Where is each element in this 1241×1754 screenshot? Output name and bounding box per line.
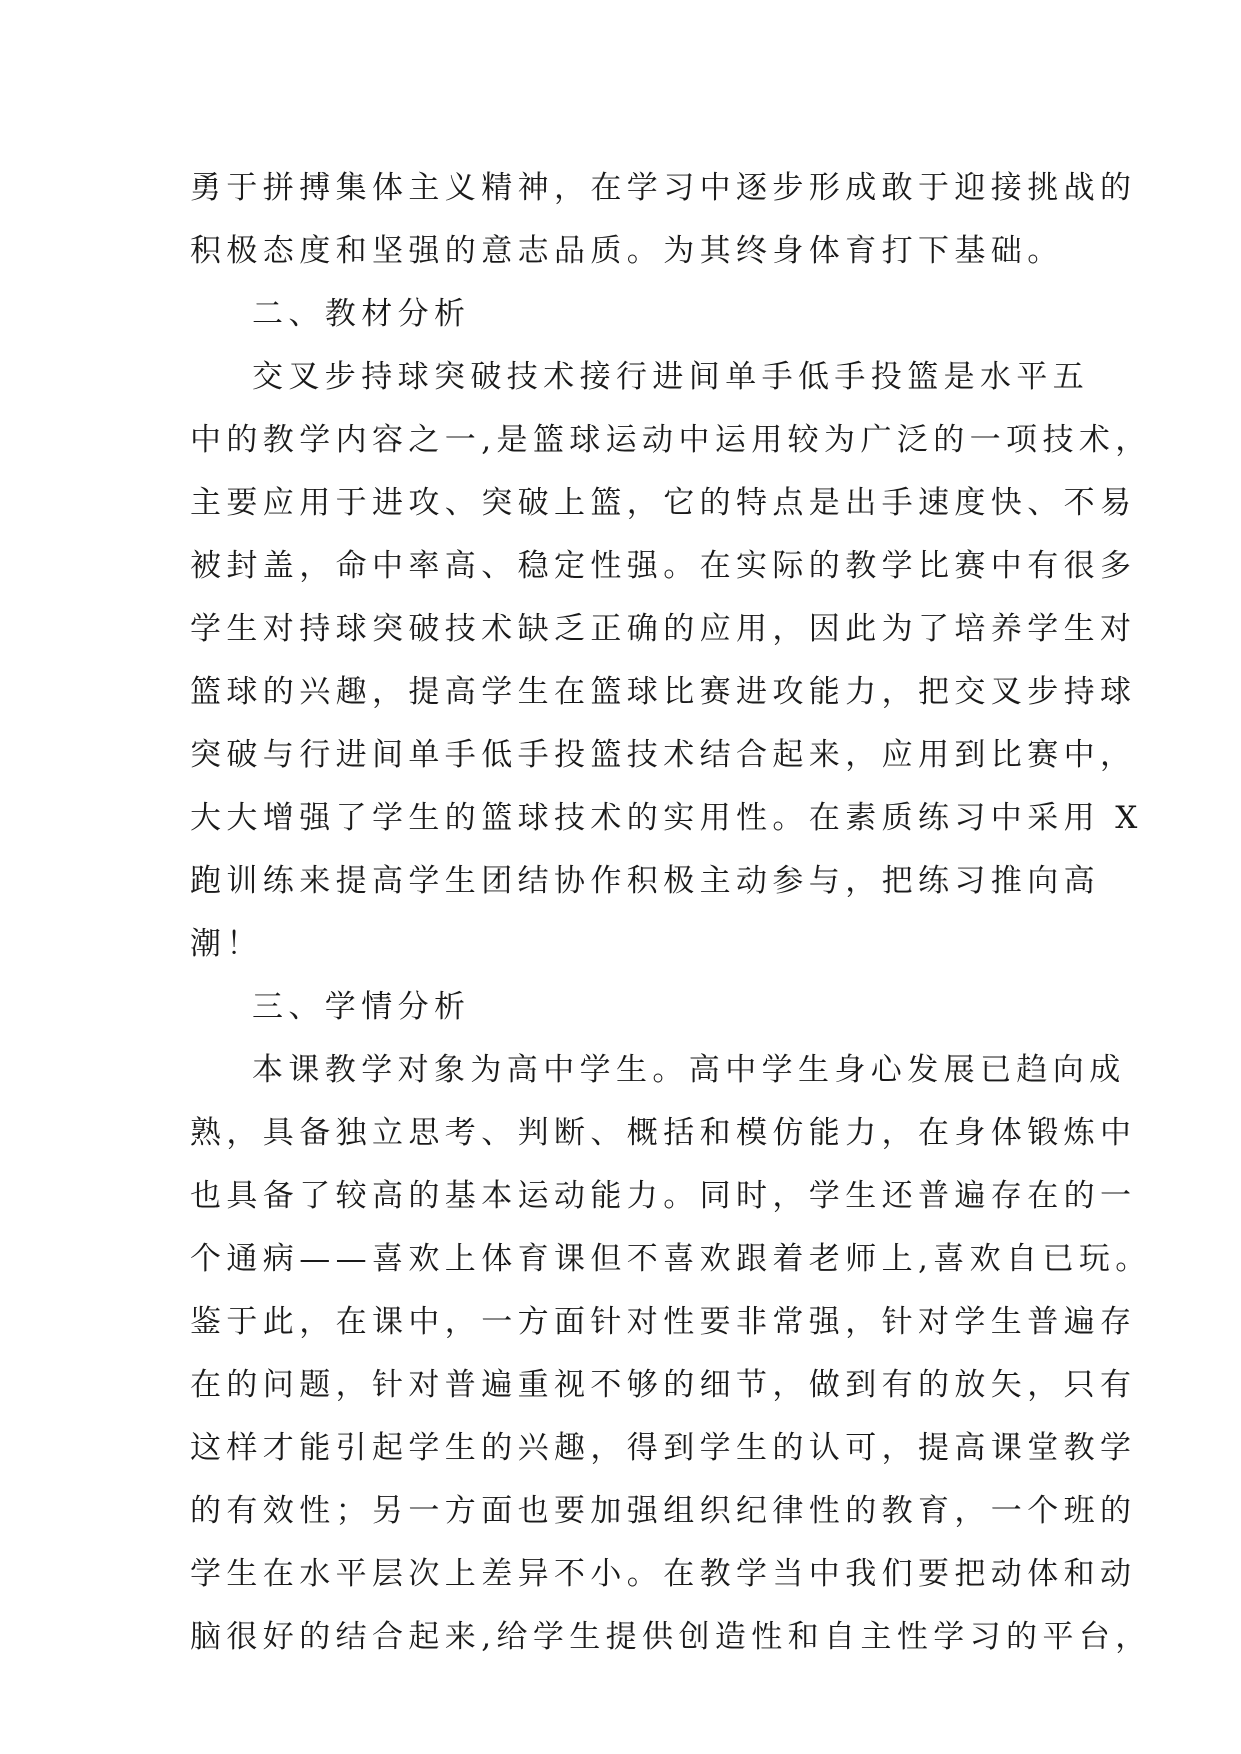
text-line: 积极态度和坚强的意志品质。为其终身体育打下基础。 (190, 233, 1064, 269)
text-line: 熟，具备独立思考、判断、概括和模仿能力，在身体锻炼中 (190, 1115, 1137, 1151)
text-line: 脑很好的结合起来,给学生提供创造性和自主性学习的平台， (190, 1619, 1152, 1655)
text-line: 大大增强了学生的篮球技术的实用性。在素质练习中采用 X (190, 800, 1143, 836)
text-line: 在的问题，针对普遍重视不够的细节，做到有的放矢，只有 (190, 1367, 1137, 1403)
text-line: 个通病——喜欢上体育课但不喜欢跟着老师上,喜欢自已玩。 (190, 1241, 1152, 1277)
text-line: 也具备了较高的基本运动能力。同时，学生还普遍存在的一 (190, 1178, 1137, 1214)
text-line: 中的教学内容之一,是篮球运动中运用较为广泛的一项技术， (190, 422, 1152, 458)
text-line: 突破与行进间单手低手投篮技术结合起来，应用到比赛中， (190, 737, 1137, 773)
text-line: 被封盖，命中率高、稳定性强。在实际的教学比赛中有很多 (190, 548, 1137, 584)
text-line: 篮球的兴趣，提高学生在篮球比赛进攻能力，把交叉步持球 (190, 674, 1137, 710)
text-line: 潮！ (190, 926, 263, 962)
text-line: 这样才能引起学生的兴趣，得到学生的认可，提高课堂教学 (190, 1430, 1137, 1466)
paragraph-first-line: 本课教学对象为高中学生。高中学生身心发展已趋向成 (252, 1052, 1126, 1088)
text-line: 学生在水平层次上差异不小。在教学当中我们要把动体和动 (190, 1556, 1137, 1592)
text-line: 勇于拼搏集体主义精神，在学习中逐步形成敢于迎接挑战的 (190, 170, 1137, 206)
paragraph-first-line: 交叉步持球突破技术接行进间单手低手投篮是水平五 (252, 359, 1090, 395)
paragraph-first-line: 二、教材分析 (252, 296, 471, 332)
text-line: 鉴于此，在课中，一方面针对性要非常强，针对学生普遍存 (190, 1304, 1137, 1340)
text-line: 跑训练来提高学生团结协作积极主动参与，把练习推向高 (190, 863, 1100, 899)
text-line: 主要应用于进攻、突破上篮，它的特点是出手速度快、不易 (190, 485, 1137, 521)
body-text (190, 157, 1152, 1669)
text-line: 学生对持球突破技术缺乏正确的应用，因此为了培养学生对 (190, 611, 1137, 647)
paragraph-first-line: 三、学情分析 (252, 989, 471, 1025)
text-line: 的有效性；另一方面也要加强组织纪律性的教育，一个班的 (190, 1493, 1137, 1529)
